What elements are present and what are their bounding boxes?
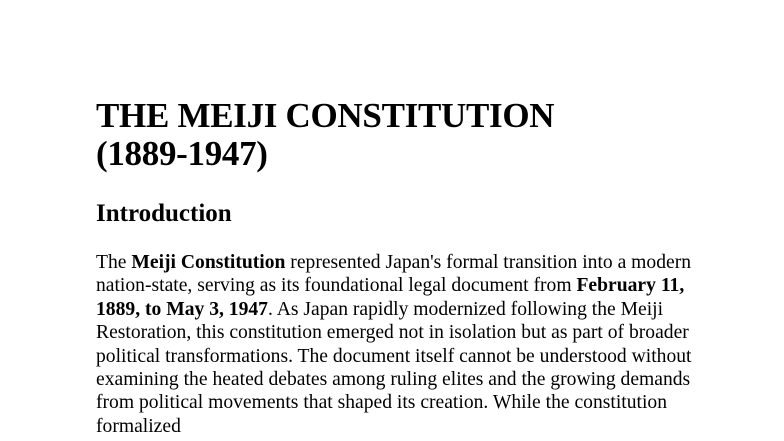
document-title bbox=[96, 97, 696, 173]
intro-paragraph bbox=[96, 251, 696, 438]
intro-bold-meiji-constitution: Meiji Constitution bbox=[131, 252, 286, 273]
title-line-2: (1889-1947) bbox=[96, 134, 268, 173]
title-line-1: THE MEIJI CONSTITUTION bbox=[96, 96, 555, 135]
intro-text-2: represented Japan's formal transition into a modern nation-state, serving as its foundational legal document from bbox=[96, 252, 692, 297]
section-heading-introduction: Introduction bbox=[96, 200, 232, 227]
intro-text-1: The bbox=[96, 252, 132, 273]
intro-text-3: . As Japan rapidly modernized following the Meiji Restoration, this constitution emerged not in isolation but as part of broader political transformations. The document itself cannot be understood without examining the heated debates among ruling elites and the growing demands from political movements that shaped its creation. While the constitution formalized bbox=[96, 298, 692, 437]
intro-bold-dates: February 11, 1889, to May 3, 1947 bbox=[96, 275, 685, 320]
